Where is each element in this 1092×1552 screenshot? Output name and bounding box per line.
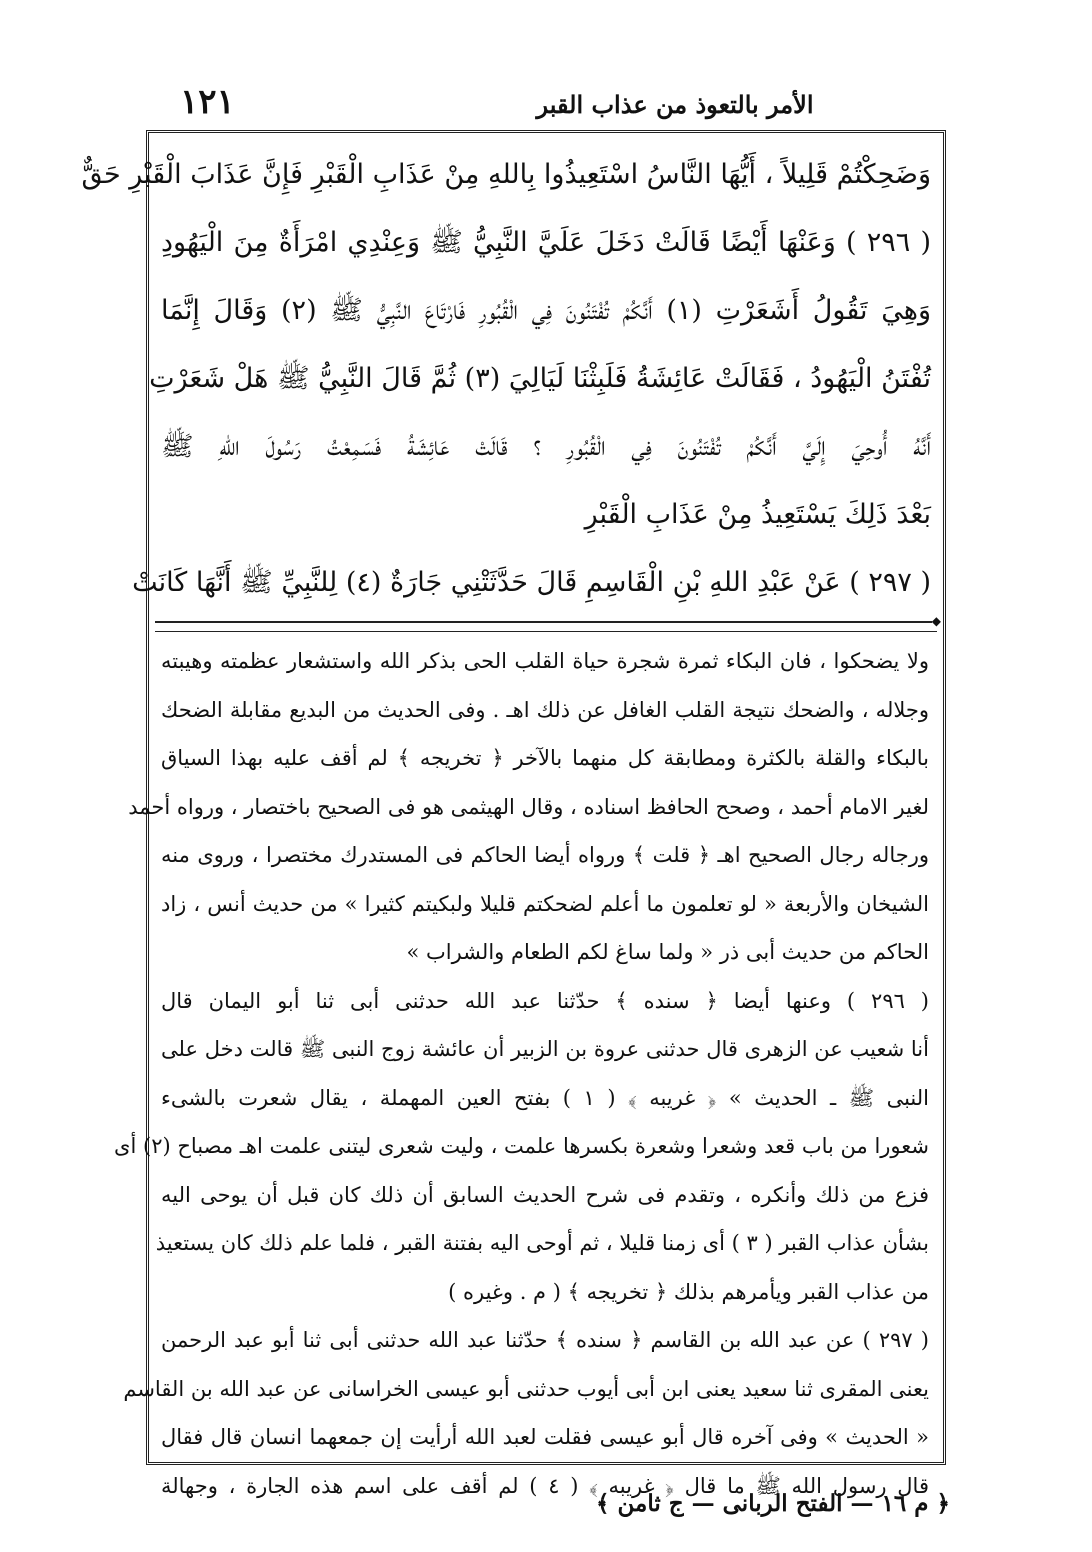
comment-line: بشأن عذاب القبر ( ٣ ) أى زمنا قليلا ، ثم أوحى اليه بفتنة القبر ، فلما علم ذلك كان يستعيذ <box>155 1231 929 1255</box>
comment-line: لغير الامام أحمد ، وصحح الحافظ اسناده ، وقال الهيثمى هو فى الصحيح باختصار ، ورواه أحمد <box>128 794 929 819</box>
comment-line: شعورا من باب قعد وشعرا وشعرة بكسرها علمت ، وليت شعرى ليتنى علمت اهـ مصباح (٢) أى <box>114 1134 929 1158</box>
hadith-line: وَهِيَ تَقُولُ أَشَعَرْتِ (١) أَنَّكُمْ تُفْتَنُونَ فِي الْقُبُورِ فَارْتَاعَ النَّبِيُّ ﷺ (٢) وَقَالَ إِنَّمَا <box>161 295 931 326</box>
page-footer: ﴿ م ١٦ — الفتح الربانى — ج ثامن ﴾ <box>596 1490 950 1517</box>
hadith-line: ( ٢٩٦ ) وَعَنْهَا أَيْضًا قَالَتْ دَخَلَ عَلَيَّ النَّبِيُّ ﷺ وَعِنْدِي امْرَأَةٌ مِنَ الْيَهُودِ <box>161 227 931 258</box>
page-frame <box>81 130 946 1498</box>
comment-line: النبى ﷺ ـ الحديث » ﴿ غريبه ﴾ ( ١ ) بفتح العين المهملة ، يقال شعرت بالشىء <box>161 1085 929 1110</box>
section-divider <box>155 614 941 632</box>
comment-line: يعنى المقرى ثنا سعيد يعنى ابن أبى أيوب حدثنى أبو عيسى الخراسانى عن عبد الله بن القاسم <box>123 1376 929 1401</box>
comment-line: ( ٢٩٧ ) عن عبد الله بن القاسم ﴿ سنده ﴾ حدّثنا عبد الله حدثنى أبى ثنا أبو عبد الرحمن <box>161 1328 929 1352</box>
page-header <box>150 82 950 126</box>
hadith-line: ( ٢٩٧ ) عَنْ عَبْدِ اللهِ بْنِ الْقَاسِمِ قَالَ حَدَّثَتْنِي جَارَةٌ (٤) لِلنَّبِيِّ ﷺ أَنَّهَا كَانَتْ <box>132 567 931 598</box>
comment-line: ( ٢٩٦ ) وعنها أيضا ﴿ سنده ﴾ حدّثنا عبد الله حدثنى أبى ثنا أبو اليمان قال <box>161 988 930 1013</box>
commentary-text-block <box>114 637 930 1510</box>
hadith-line: وَضَحِكْتُمْ قَلِيلاً ، أَيُّهَا النَّاسُ اسْتَعِيذُوا بِاللهِ مِنْ عَذَابِ الْقَبْرِ فَإِنَّ عَذَابَ الْقَبْرِ حَقٌّ <box>81 159 931 190</box>
comment-line: الشيخان والأربعة « لو تعلمون ما أعلم لضحكتم قليلا ولبكيتم كثيرا » من حديث أنس ، زاد <box>161 891 929 916</box>
comment-line: ورجاله رجال الصحيح اهـ ﴿ قلت ﴾ ورواه أيضا الحاكم فى المستدرك مختصرا ، وروى منه <box>161 843 929 867</box>
comment-line: قال رسول الله ﷺ ما قال ﴿ غريبه ﴾ ( ٤ ) لم أقف على اسم هذه الجارة ، وجهالة <box>161 1473 929 1498</box>
comment-line: وجلاله ، والضحك نتيجة القلب الغافل عن ذلك اهـ . وفى الحديث من البديع مقابلة الضحك <box>161 697 929 722</box>
comment-line: الحاكم من حديث أبى ذر « ولما ساغ لكم الطعام والشراب » <box>406 940 929 964</box>
comment-line: بالبكاء والقلة بالكثرة ومطابقة كل منهما بالآخر ﴿ تخريجه ﴾ لم أقف عليه بهذا السياق <box>161 746 929 770</box>
comment-line: فزع من ذلك وأنكره ، وتقدم فى شرح الحديث السابق أن ذلك كان قبل أن يوحى اليه <box>161 1182 929 1207</box>
hadith-text-block <box>81 141 931 617</box>
comment-line: أنا شعيب عن الزهرى قال حدثنى عروة بن الزبير أن عائشة زوج النبى ﷺ قالت دخل على <box>161 1037 929 1061</box>
hadith-line: تُفْتَنُ الْيَهُودُ ، فَقَالَتْ عَائِشَةُ فَلَبِثْنَا لَيَالِيَ (٣) ثُمَّ قَالَ النَّبِيُّ ﷺ هَلْ شَعَرْتِ <box>149 363 931 394</box>
hadith-line: بَعْدَ ذَلِكَ يَسْتَعِيذُ مِنْ عَذَابِ الْقَبْرِ <box>584 499 931 530</box>
divider-ornament-icon: ◆ <box>931 614 941 628</box>
running-title: الأمر بالتعوذ من عذاب القبر <box>536 90 814 119</box>
comment-line: « الحديث » وفى آخره قال أبو عيسى فقلت لعبد الله أرأيت إن جمعهما انسان قال فقال <box>161 1425 929 1449</box>
hadith-line: أَنَّهُ أُوحِيَ إِلَيَّ أَنَّكُمْ تُفْتَنُونَ فِي الْقُبُورِ ؟ قَالَتْ عَائِشَةُ فَسَمِعْتُ رَسُولَ اللهِ ﷺ <box>161 431 931 462</box>
comment-line: من عذاب القبر ويأمرهم بذلك ﴿ تخريجه ﴾ ( م . وغيره ) <box>448 1279 929 1304</box>
comment-line: ولا يضحكوا ، فان البكاء ثمرة شجرة حياة القلب الحى بذكر الله واستشعار عظمته وهيبته <box>161 649 929 673</box>
page-number: ١٢١ <box>180 82 235 122</box>
